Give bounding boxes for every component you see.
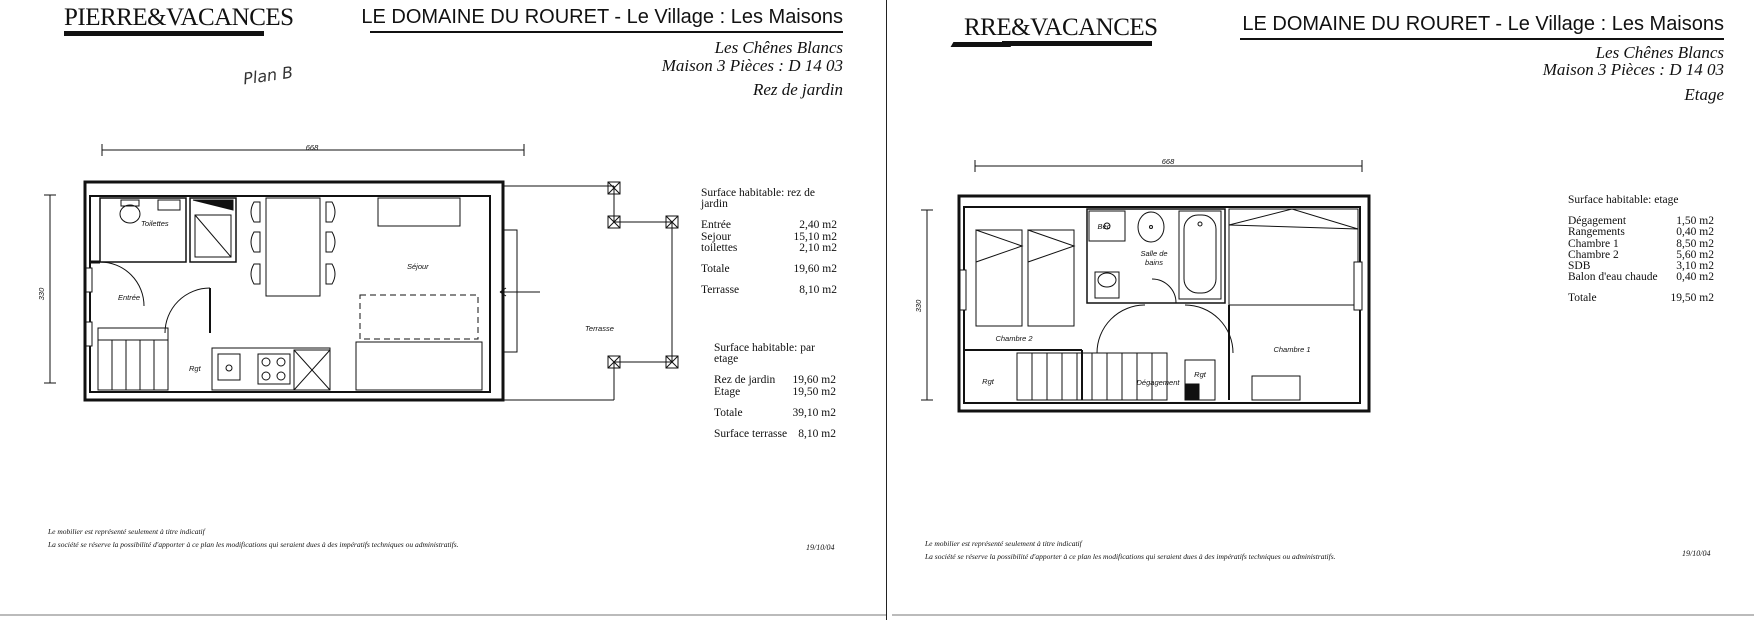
upper-floor-plan [892,0,1754,620]
room-label-toilettes: Toilettes [141,219,169,228]
room-label-terrasse: Terrasse [585,324,614,333]
table-row: Sejour 15,10 m2 [701,230,837,243]
total-row: Totale 19,60 m2 [701,263,837,276]
table-row: SDB 3,10 m2 [1568,260,1714,273]
height-dimension-label: 330 [37,287,46,301]
room-label-rgt: Rgt [982,377,994,386]
plan-date: 19/10/04 [1682,549,1711,558]
total-row: Totale 39,10 m2 [714,406,836,419]
toilet-room-wall [100,198,186,262]
footnote: Le mobilier est représenté seulement à titre indicatif La société se réserve la possibilité d'apporter à ce plan les modifications qui seraient dues à des impératifs techniques ou administratifs. [48,527,459,549]
surface-table-heading: Surface habitable: etage [1568,194,1679,206]
brand-logo: RRE&VACANCES [964,14,1158,41]
room-label-chambre-1: Chambre 1 [1273,345,1311,354]
surface-table-ground [701,188,837,296]
surface-table-upper [1568,195,1714,305]
room-label-salle-de-bains: Salle de [1140,249,1168,258]
table-row: Dégagement 1,50 m2 [1568,215,1714,228]
handwritten-note: Plan B [241,62,295,89]
house-reference: Maison 3 Pièces : D 14 03 [1542,60,1724,79]
room-label-entree: Entrée [118,293,141,302]
room-label-degagement: Dégagement [1136,378,1180,387]
room-label-rgt-2: Rgt [1194,370,1206,379]
table-row: toilettes 2,10 m2 [701,241,837,254]
table-row: Rangements 0,40 m2 [1568,226,1714,239]
residence-name: Les Chênes Blancs [1595,43,1724,62]
room-label-rgt: Rgt [189,364,201,373]
table-row: Chambre 2 5,60 m2 [1568,248,1714,261]
page-title: LE DOMAINE DU ROURET - Le Village : Les Maisons [1242,13,1724,35]
residence-name: Les Chênes Blancs [714,38,843,57]
table-row: Entrée 2,40 m2 [701,219,837,232]
house-reference: Maison 3 Pièces : D 14 03 [661,56,843,75]
level-name: Rez de jardin [752,80,843,99]
footnote: Le mobilier est représenté seulement à titre indicatif La société se réserve la possibilité d'apporter à ce plan les modifications qui seraient dues à des impératifs techniques ou administratifs. [925,539,1336,561]
page-title: LE DOMAINE DU ROURET - Le Village : Les Maisons [361,6,843,28]
terrace-row: Terrasse 8,10 m2 [701,284,837,297]
table-row: Etage 19,50 m2 [714,385,836,398]
room-label-chambre-2: Chambre 2 [995,334,1033,343]
width-dimension-label: 668 [1161,157,1175,166]
total-row: Totale 19,50 m2 [1568,292,1714,305]
table-row: Rez de jardin 19,60 m2 [714,374,836,387]
brand-logo: PIERRE&VACANCES [64,4,294,31]
summary-table-heading: Surface habitable: par etage [714,342,815,366]
width-dimension-label: 668 [305,143,319,152]
height-dimension-label: 330 [914,299,923,313]
terrace-row: Surface terrasse 8,10 m2 [714,428,836,441]
floor-plan-sheet-upper [892,0,1754,620]
summary-table [714,343,836,440]
table-row: Chambre 1 8,50 m2 [1568,237,1714,250]
table-row: Balon d'eau chaude 0,40 m2 [1568,271,1714,284]
room-label-bec: Bec [1097,222,1111,231]
room-label-salle-de-bains-2: bains [1145,258,1163,267]
surface-table-heading: Surface habitable: rez de jardin [701,187,815,211]
plan-date: 19/10/04 [806,543,835,552]
dining-table [266,198,320,296]
level-name: Etage [1684,85,1724,104]
room-label-sejour: Séjour [407,262,429,271]
